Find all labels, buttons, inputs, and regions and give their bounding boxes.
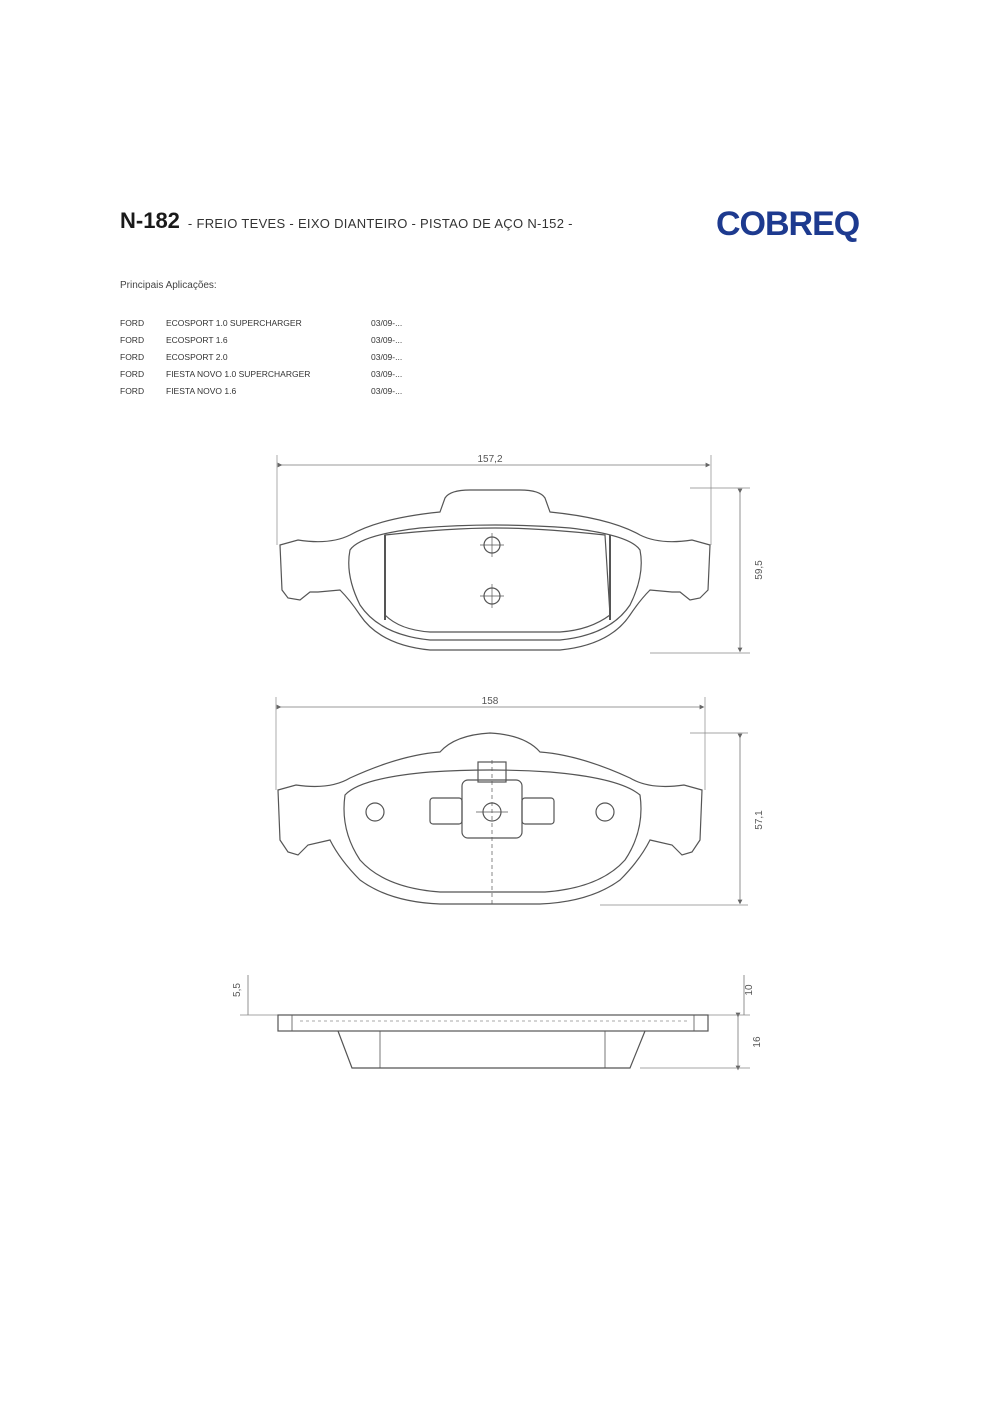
app-brand: FORD — [120, 317, 145, 328]
dim-top-width: 157,2 — [477, 454, 503, 465]
app-years: 03/09-... — [371, 317, 403, 328]
pad-side-view — [240, 975, 750, 1068]
dim-side-right: 10 — [744, 984, 755, 996]
part-description: - FREIO TEVES - EIXO DIANTEIRO - PISTAO DE AÇO N-152 - — [187, 216, 573, 231]
app-brand: FORD — [120, 334, 145, 345]
app-years: 03/09-... — [371, 385, 403, 396]
dim-mid-height: 57,1 — [754, 810, 765, 830]
dim-top-height: 59,5 — [754, 560, 765, 580]
app-model: ECOSPORT 1.6 — [166, 334, 228, 345]
app-brand: FORD — [120, 351, 145, 362]
dim-mid-width: 158 — [481, 696, 499, 707]
app-model: FIESTA NOVO 1.0 SUPERCHARGER — [166, 368, 311, 379]
dim-side-thickness: 16 — [752, 1036, 763, 1048]
pad-back-view — [276, 697, 748, 905]
app-years: 03/09-... — [371, 334, 403, 345]
applications-title: Principais Aplicações: — [120, 280, 217, 291]
cobreq-logo: COBREQ — [716, 205, 860, 243]
app-years: 03/09-... — [371, 368, 403, 379]
app-brand: FORD — [120, 385, 145, 396]
app-brand: FORD — [120, 368, 145, 379]
app-model: FIESTA NOVO 1.6 — [166, 385, 237, 396]
part-code: N-182 — [120, 208, 180, 233]
app-model: ECOSPORT 2.0 — [166, 351, 228, 362]
app-model: ECOSPORT 1.0 SUPERCHARGER — [166, 317, 302, 328]
pad-top-view — [277, 455, 750, 653]
dim-side-left: 5,5 — [232, 983, 243, 997]
app-years: 03/09-... — [371, 351, 403, 362]
